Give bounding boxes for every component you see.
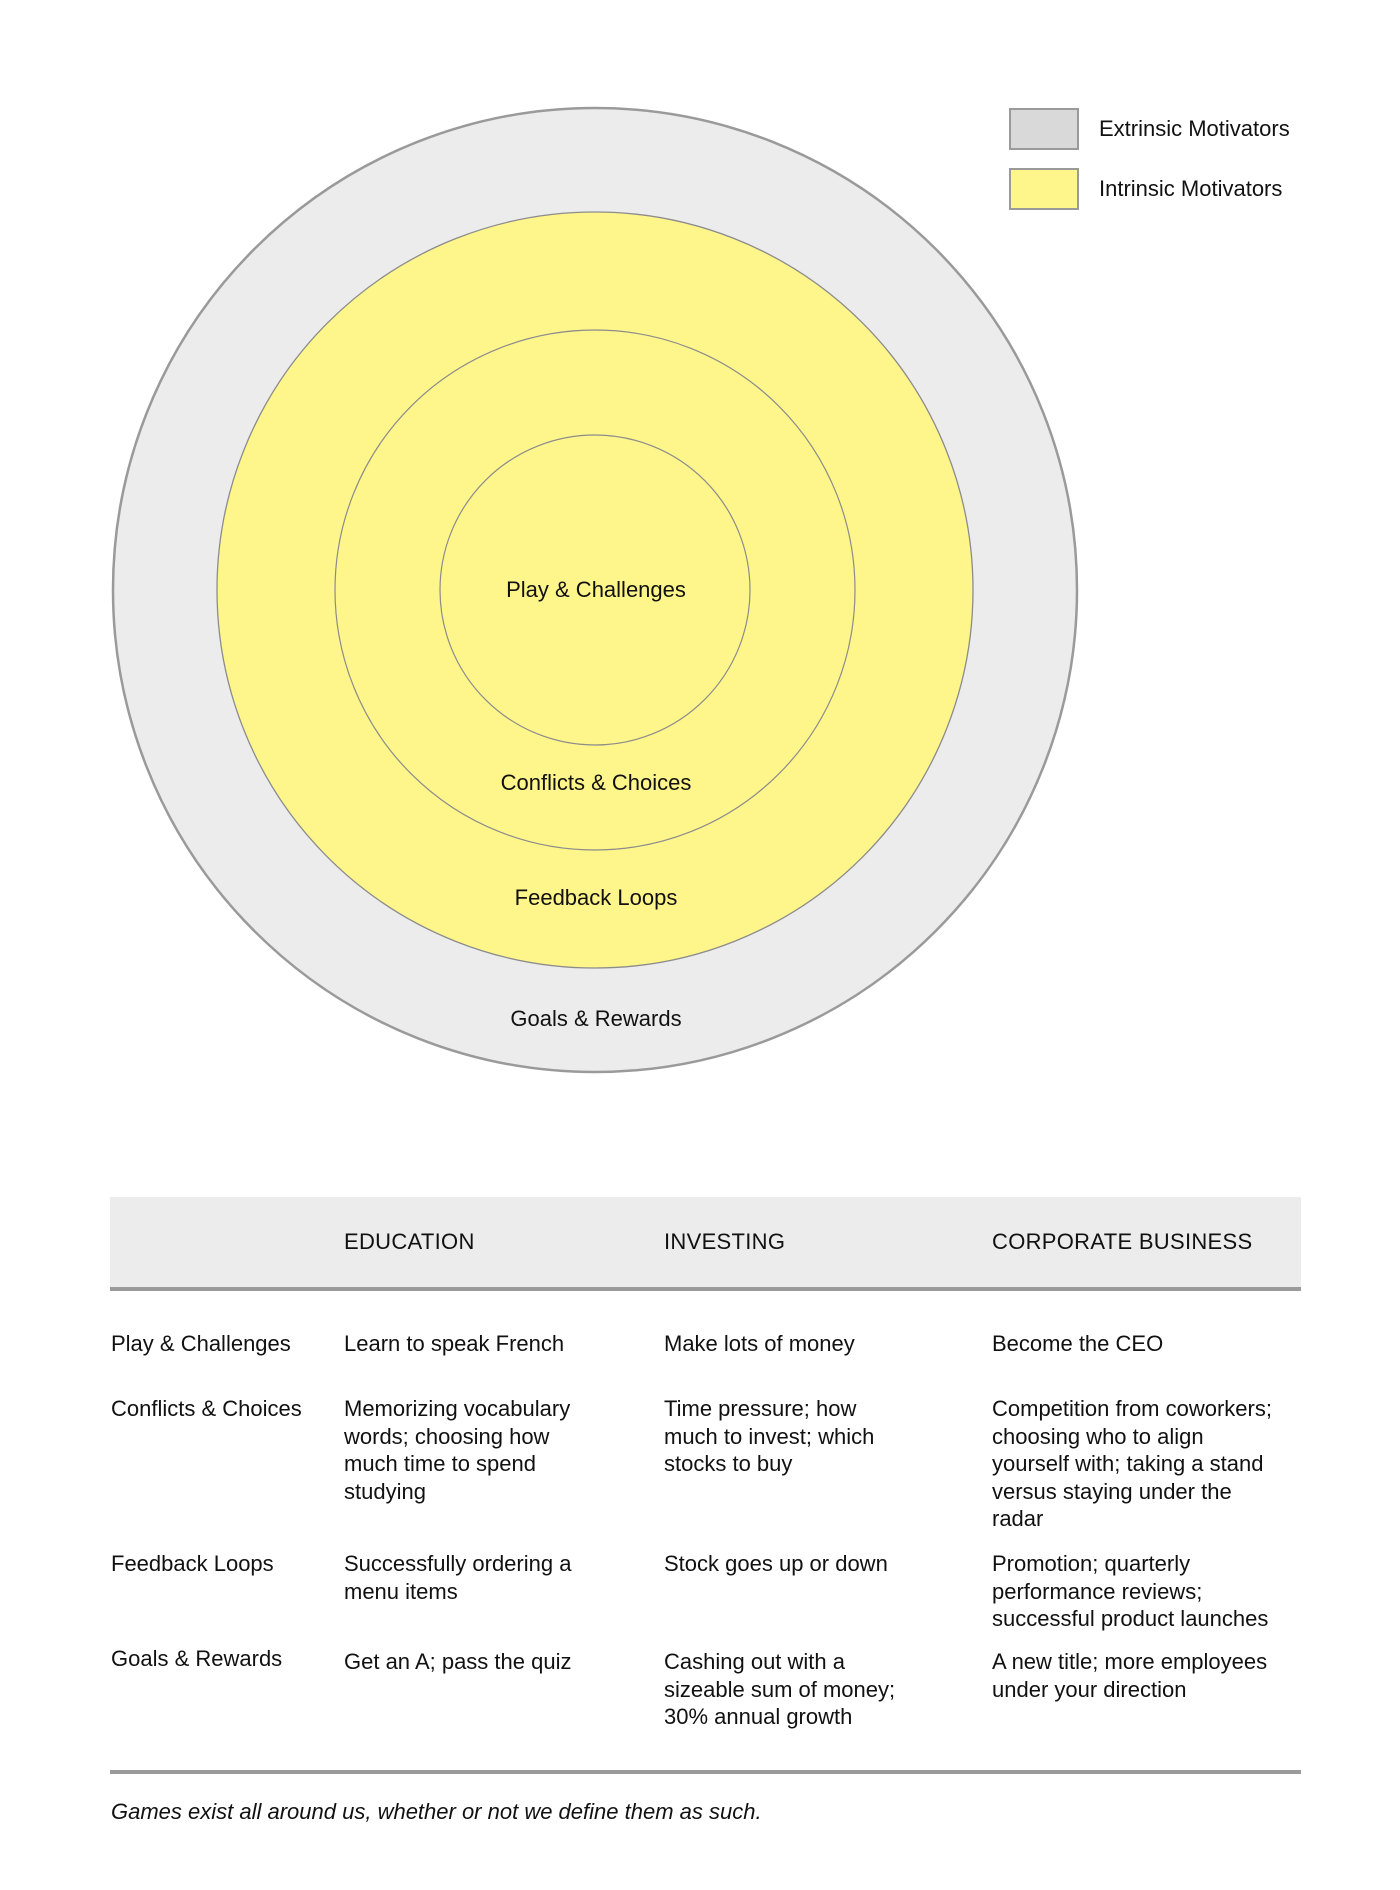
cell-corporate: Become the CEO (992, 1331, 1164, 1356)
row-label: Conflicts & Choices (111, 1396, 302, 1421)
header-corporate-business: CORPORATE BUSINESS (992, 1229, 1253, 1254)
cell-corporate: A new title; more employees under your direction (992, 1649, 1268, 1702)
cell-investing: Stock goes up or down (664, 1551, 888, 1576)
cell-education: Memorizing vocabulary words; choosing how much time to spend studying (344, 1396, 571, 1504)
cell-education: Successfully ordering a menu items (344, 1551, 572, 1604)
row-label: Goals & Rewards (111, 1646, 283, 1671)
cell-corporate: Promotion; quarterly performance reviews; successful product launches (992, 1551, 1269, 1631)
intrinsic-swatch (1009, 168, 1079, 210)
cell-corporate: Competition from coworkers; choosing who to align yourself with; taking a stand versus staying under the radar (992, 1396, 1272, 1531)
label-goals-rewards: Goals & Rewards (510, 1006, 682, 1031)
legend-label-extrinsic: Extrinsic Motivators (1099, 116, 1290, 141)
table-header (110, 1197, 1301, 1291)
label-conflicts-choices: Conflicts & Choices (500, 770, 692, 795)
cell-education: Get an A; pass the quiz (344, 1649, 572, 1674)
label-feedback-loops: Feedback Loops (514, 885, 678, 910)
cell-investing: Make lots of money (664, 1331, 855, 1356)
comparison-table (110, 1197, 1301, 1729)
header-education: EDUCATION (344, 1229, 475, 1254)
header-investing: INVESTING (664, 1229, 786, 1254)
row-label: Play & Challenges (111, 1331, 291, 1356)
legend-label-intrinsic: Intrinsic Motivators (1099, 176, 1283, 201)
row-label: Feedback Loops (111, 1551, 274, 1576)
extrinsic-swatch (1009, 108, 1079, 150)
caption: Games exist all around us, whether or not we define them as such. (111, 1799, 762, 1824)
cell-education: Learn to speak French (344, 1331, 565, 1356)
table-bottom-rule (110, 1770, 1301, 1774)
cell-investing: Time pressure; how much to invest; which stocks to buy (664, 1396, 875, 1476)
cell-investing: Cashing out with a sizeable sum of money; 30% annual growth (664, 1649, 896, 1729)
label-play-challenges: Play & Challenges (506, 577, 686, 602)
